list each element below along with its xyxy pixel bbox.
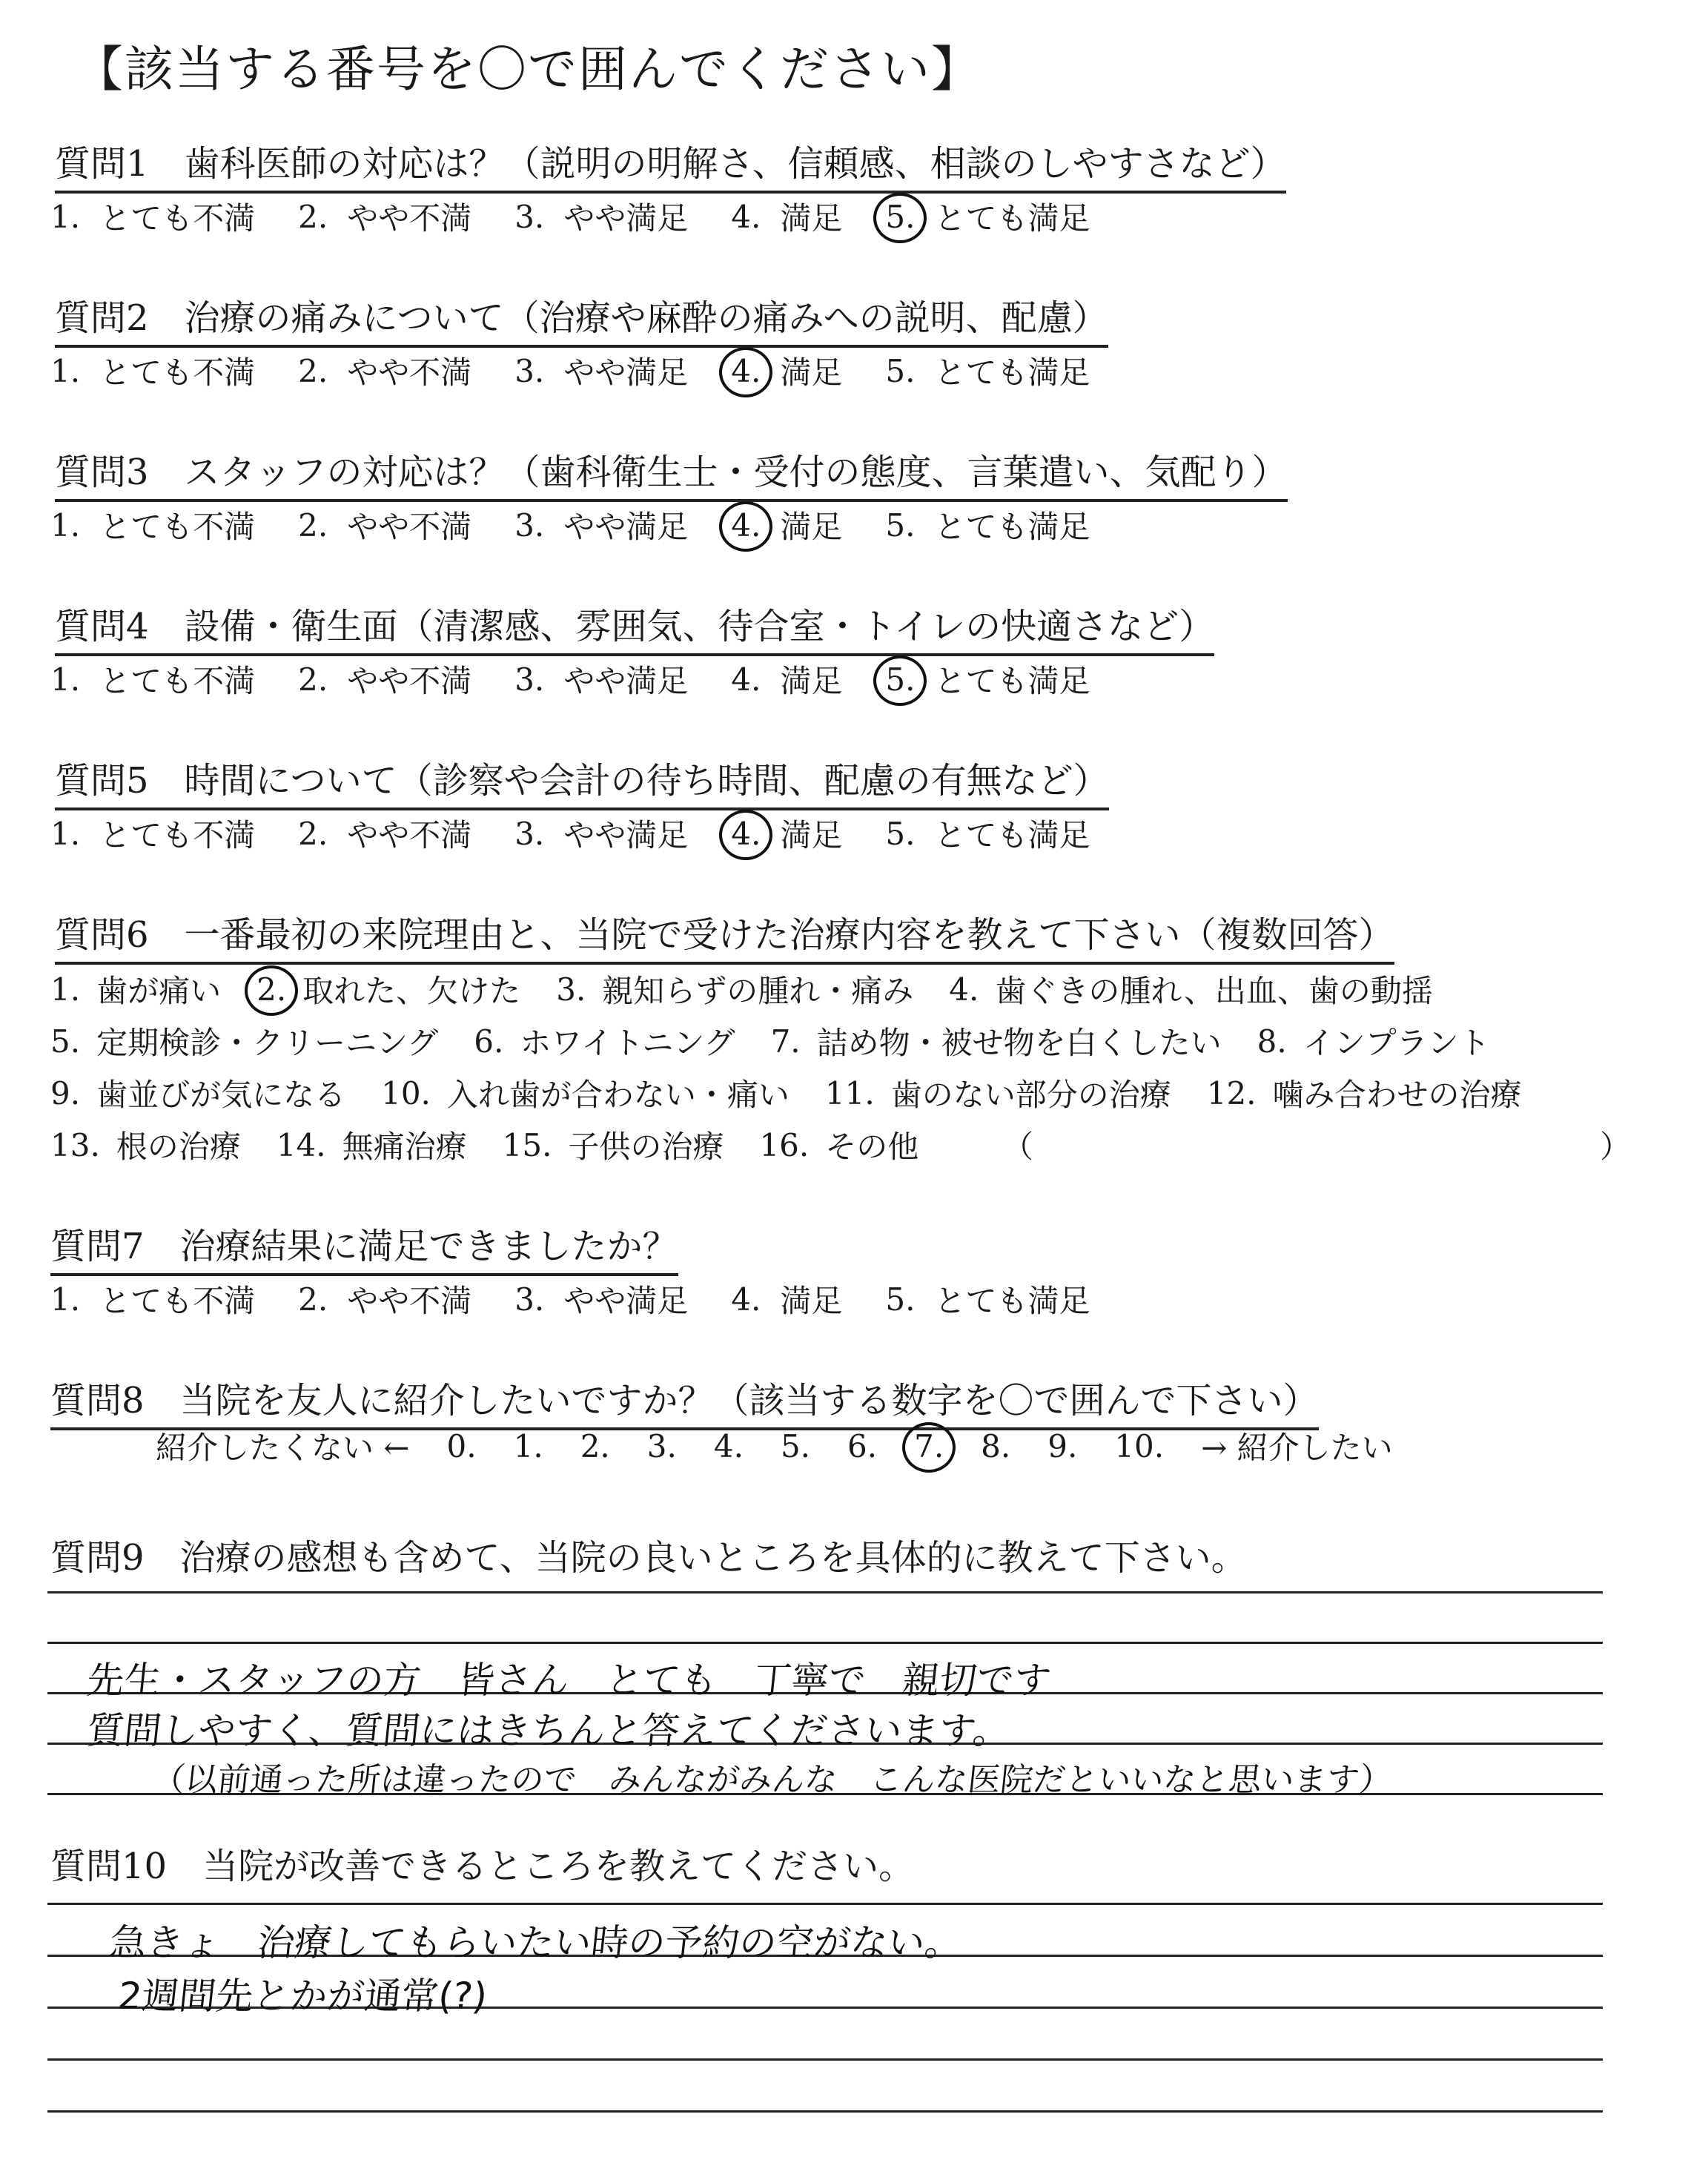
- option-label: 定期検診・クリーニング: [96, 1025, 439, 1061]
- option-label: 満足: [780, 509, 843, 545]
- option-4[interactable]: [731, 349, 842, 393]
- option-5[interactable]: [885, 349, 1090, 393]
- option-label: 歯のない部分の治療: [890, 1077, 1171, 1113]
- option-2[interactable]: [298, 194, 471, 239]
- option-number: 15.: [502, 1126, 552, 1163]
- option-2[interactable]: [298, 503, 471, 547]
- option-number: 8.: [1257, 1023, 1287, 1060]
- question-6-row-3: [50, 1071, 1558, 1115]
- option-5[interactable]: [885, 657, 1090, 701]
- option-1[interactable]: [50, 1277, 255, 1321]
- option-number: 5.: [50, 1023, 81, 1060]
- option-1[interactable]: [50, 503, 255, 547]
- question-8-title: 質問8 当院を友人に紹介したいですか？（該当する数字を〇で囲んで下さい）: [50, 1372, 1319, 1430]
- scale-value[interactable]: 1.: [513, 1427, 543, 1464]
- option-3[interactable]: [514, 194, 688, 239]
- option-label: やや不満: [347, 354, 472, 391]
- option-label: とても満足: [934, 509, 1090, 545]
- option-4[interactable]: [731, 657, 842, 701]
- scale-value[interactable]: 8.: [981, 1427, 1011, 1464]
- option-label: やや満足: [563, 663, 689, 699]
- option-1[interactable]: [50, 657, 255, 701]
- option-label: やや不満: [347, 663, 472, 699]
- option-number: 13.: [50, 1126, 100, 1163]
- option-1[interactable]: [50, 811, 255, 856]
- option-number: 5.: [885, 198, 916, 235]
- option-number: 2.: [298, 1281, 328, 1318]
- option-10[interactable]: [381, 1071, 790, 1115]
- question-7-options: [50, 1277, 1133, 1321]
- scale-value[interactable]: 6.: [847, 1427, 878, 1464]
- option-label: とても満足: [934, 817, 1090, 853]
- scale-value[interactable]: 0.: [446, 1427, 477, 1464]
- option-number: 3.: [514, 198, 545, 235]
- option-number: 2.: [298, 506, 328, 544]
- option-number: 3.: [514, 1281, 545, 1318]
- option-number: 5.: [885, 1281, 916, 1318]
- option-label: とても不満: [99, 1283, 256, 1319]
- option-label: やや満足: [563, 200, 689, 237]
- option-4[interactable]: [731, 811, 842, 856]
- answer-line: [47, 2058, 1603, 2061]
- option-number: 5.: [885, 661, 916, 698]
- option-label: やや満足: [563, 509, 689, 545]
- q9-answer-line-2: 質問しやすく、質問にはきちんと答えてくださいます。: [85, 1709, 1013, 1752]
- option-2[interactable]: [256, 967, 520, 1011]
- option-3[interactable]: [514, 657, 688, 701]
- option-number: 12.: [1206, 1074, 1257, 1112]
- option-5[interactable]: [885, 1277, 1090, 1321]
- option-14[interactable]: [277, 1123, 467, 1167]
- option-1[interactable]: [50, 194, 255, 239]
- question-6-row-2: [50, 1019, 1526, 1063]
- option-number: 1.: [50, 1281, 81, 1318]
- option-label: 歯が痛い: [96, 973, 222, 1009]
- option-5[interactable]: [885, 811, 1090, 856]
- option-3[interactable]: [514, 1277, 688, 1321]
- question-5-options: [50, 811, 1133, 856]
- option-label: やや満足: [563, 817, 689, 853]
- option-3[interactable]: [556, 967, 913, 1011]
- option-number: 5.: [885, 506, 916, 544]
- q10-answer-line-1: 急きょ 治療してもらいたい時の予約の空がない。: [107, 1921, 964, 1964]
- option-2[interactable]: [298, 349, 471, 393]
- option-label: 取れた、欠けた: [302, 973, 521, 1009]
- option-label: やや不満: [347, 200, 472, 237]
- option-4[interactable]: [949, 967, 1433, 1011]
- option-number: 1.: [50, 352, 81, 389]
- question-6-row-4: [50, 1123, 954, 1167]
- option-5[interactable]: [885, 503, 1090, 547]
- option-label: 噛み合わせの治療: [1272, 1077, 1522, 1113]
- option-7[interactable]: [771, 1019, 1222, 1063]
- question-2-title: 質問2 治療の痛みについて（治療や麻酔の痛みへの説明、配慮）: [55, 289, 1108, 348]
- option-label: とても満足: [934, 200, 1090, 237]
- option-5[interactable]: [885, 194, 1090, 239]
- option-label: その他: [825, 1129, 919, 1165]
- option-label: 歯並びが気になる: [96, 1077, 346, 1113]
- scale-value[interactable]: 7.: [914, 1427, 944, 1464]
- option-4[interactable]: [731, 503, 842, 547]
- question-1-options: [50, 194, 1133, 239]
- option-label: やや不満: [347, 1283, 472, 1319]
- option-number: 3.: [556, 971, 586, 1008]
- option-label: 親知らずの腫れ・痛み: [602, 973, 914, 1009]
- option-label: 歯ぐきの腫れ、出血、歯の動揺: [995, 973, 1433, 1009]
- option-number: 1.: [50, 661, 81, 698]
- scale-value[interactable]: 10.: [1114, 1427, 1165, 1464]
- option-5[interactable]: [50, 1019, 438, 1063]
- scale-value[interactable]: 3.: [646, 1427, 677, 1464]
- option-number: 3.: [514, 815, 545, 852]
- option-number: 4.: [731, 506, 761, 544]
- answer-line: [47, 1903, 1603, 1905]
- option-label: やや満足: [563, 1283, 689, 1319]
- option-15[interactable]: [503, 1123, 724, 1167]
- option-label: インプラント: [1302, 1025, 1490, 1061]
- option-1[interactable]: [50, 349, 255, 393]
- option-number: 3.: [514, 661, 545, 698]
- option-number: 6.: [474, 1023, 504, 1060]
- scale-value[interactable]: 9.: [1047, 1427, 1078, 1464]
- q9-answer-line-3: （以前通った所は違ったので みんながみんな こんな医院だといいなと思います）: [150, 1761, 1394, 1799]
- option-label: とても満足: [934, 663, 1090, 699]
- question-3-title: 質問3 スタッフの対応は？（歯科衛生士・受付の態度、言葉遣い、気配り）: [55, 443, 1288, 502]
- option-3[interactable]: [514, 811, 688, 856]
- option-number: 1.: [50, 506, 81, 544]
- question-7-title: 質問7 治療結果に満足できましたか？: [50, 1218, 678, 1276]
- question-4-title: 質問4 設備・衛生面（清潔感、雰囲気、待合室・トイレの快適さなど）: [55, 598, 1214, 656]
- q10-answer-line-2: 2週間先とかが通常(?): [116, 1975, 490, 2018]
- option-label: とても不満: [99, 817, 256, 853]
- question-9-title: 質問9 治療の感想も含めて、当院の良いところを具体的に教えて下さい。: [50, 1537, 1247, 1579]
- option-number: 4.: [731, 661, 761, 698]
- option-4[interactable]: [731, 1277, 842, 1321]
- option-number: 9.: [50, 1074, 81, 1112]
- option-label: 無痛治療: [342, 1129, 467, 1165]
- option-number: 7.: [770, 1023, 801, 1060]
- option-label: 子供の治療: [568, 1129, 724, 1165]
- option-label: とても不満: [99, 663, 256, 699]
- option-label: とても満足: [934, 1283, 1090, 1319]
- option-8[interactable]: [1257, 1019, 1490, 1063]
- scale-numbers: [447, 1428, 1202, 1464]
- scale-value[interactable]: 4.: [713, 1427, 744, 1464]
- option-label: とても不満: [99, 354, 256, 391]
- option-label: 満足: [780, 817, 843, 853]
- option-number: 1.: [50, 971, 81, 1008]
- option-16[interactable]: [759, 1123, 918, 1167]
- option-label: とても不満: [99, 200, 256, 237]
- question-6-other-close: ）: [1600, 1129, 1632, 1165]
- question-6-title: 質問6 一番最初の来院理由と、当院で受けた治療内容を教えて下さい（複数回答）: [55, 906, 1394, 965]
- option-12[interactable]: [1207, 1071, 1522, 1115]
- question-2-options: [50, 349, 1133, 393]
- question-8-scale: [156, 1424, 1430, 1468]
- scale-left-label: 紹介したくない ←: [156, 1430, 410, 1466]
- option-3[interactable]: [514, 503, 688, 547]
- option-label: 詰め物・被せ物を白くしたい: [816, 1025, 1222, 1061]
- option-4[interactable]: [731, 194, 842, 239]
- option-number: 5.: [885, 352, 916, 389]
- option-label: 満足: [780, 1283, 843, 1319]
- form-header: 【該当する番号を〇で囲んでください】: [74, 41, 982, 98]
- question-5-title: 質問5 時間について（診察や会計の待ち時間、配慮の有無など）: [55, 752, 1109, 810]
- option-number: 11.: [824, 1074, 875, 1112]
- option-number: 3.: [514, 506, 545, 544]
- scale-value[interactable]: 2.: [580, 1427, 610, 1464]
- option-number: 2.: [256, 971, 287, 1008]
- answer-line: [47, 1591, 1603, 1593]
- option-label: やや満足: [563, 354, 689, 391]
- option-number: 5.: [885, 815, 916, 852]
- option-3[interactable]: [514, 349, 688, 393]
- option-number: 1.: [50, 815, 81, 852]
- scale-value[interactable]: 5.: [780, 1427, 811, 1464]
- answer-line: [47, 2110, 1603, 2113]
- scale-right-label: → 紹介したい: [1201, 1430, 1393, 1466]
- option-number: 1.: [50, 198, 81, 235]
- option-label: 根の治療: [116, 1129, 241, 1165]
- question-1-title: 質問1 歯科医師の対応は？（説明の明解さ、信頼感、相談のしやすさなど）: [55, 135, 1286, 194]
- option-label: とても満足: [934, 354, 1090, 391]
- answer-line: [47, 1642, 1603, 1644]
- option-2[interactable]: [298, 657, 471, 701]
- option-number: 2.: [298, 815, 328, 852]
- q9-answer-line-1: 先生・スタッフの方 皆さん とても 丁寧で 親切です: [85, 1659, 1053, 1702]
- question-4-options: [50, 657, 1133, 701]
- option-label: とても不満: [99, 509, 256, 545]
- option-2[interactable]: [298, 1277, 471, 1321]
- question-6-other-open: （: [1002, 1129, 1034, 1165]
- option-6[interactable]: [474, 1019, 735, 1063]
- option-number: 4.: [731, 352, 761, 389]
- option-label: 満足: [780, 200, 843, 237]
- option-number: 2.: [298, 198, 328, 235]
- option-label: 満足: [780, 663, 843, 699]
- question-6-row-1: [50, 967, 1469, 1011]
- option-number: 4.: [731, 1281, 761, 1318]
- option-11[interactable]: [825, 1071, 1171, 1115]
- question-10-title: 質問10 当院が改善できるところを教えてください。: [50, 1846, 915, 1887]
- option-label: 入れ歯が合わない・痛い: [446, 1077, 790, 1113]
- option-number: 2.: [298, 352, 328, 389]
- option-number: 4.: [731, 815, 761, 852]
- option-number: 3.: [514, 352, 545, 389]
- option-label: ホワイトニング: [520, 1025, 735, 1061]
- option-label: 満足: [780, 354, 843, 391]
- option-number: 16.: [759, 1126, 810, 1163]
- option-number: 14.: [276, 1126, 326, 1163]
- option-number: 2.: [298, 661, 328, 698]
- option-2[interactable]: [298, 811, 471, 856]
- question-3-options: [50, 503, 1133, 547]
- option-9[interactable]: [50, 1071, 345, 1115]
- option-1[interactable]: [50, 967, 221, 1011]
- option-number: 10.: [381, 1074, 431, 1112]
- option-label: やや不満: [347, 817, 472, 853]
- option-number: 4.: [731, 198, 761, 235]
- option-label: やや不満: [347, 509, 472, 545]
- option-13[interactable]: [50, 1123, 241, 1167]
- option-number: 4.: [949, 971, 979, 1008]
